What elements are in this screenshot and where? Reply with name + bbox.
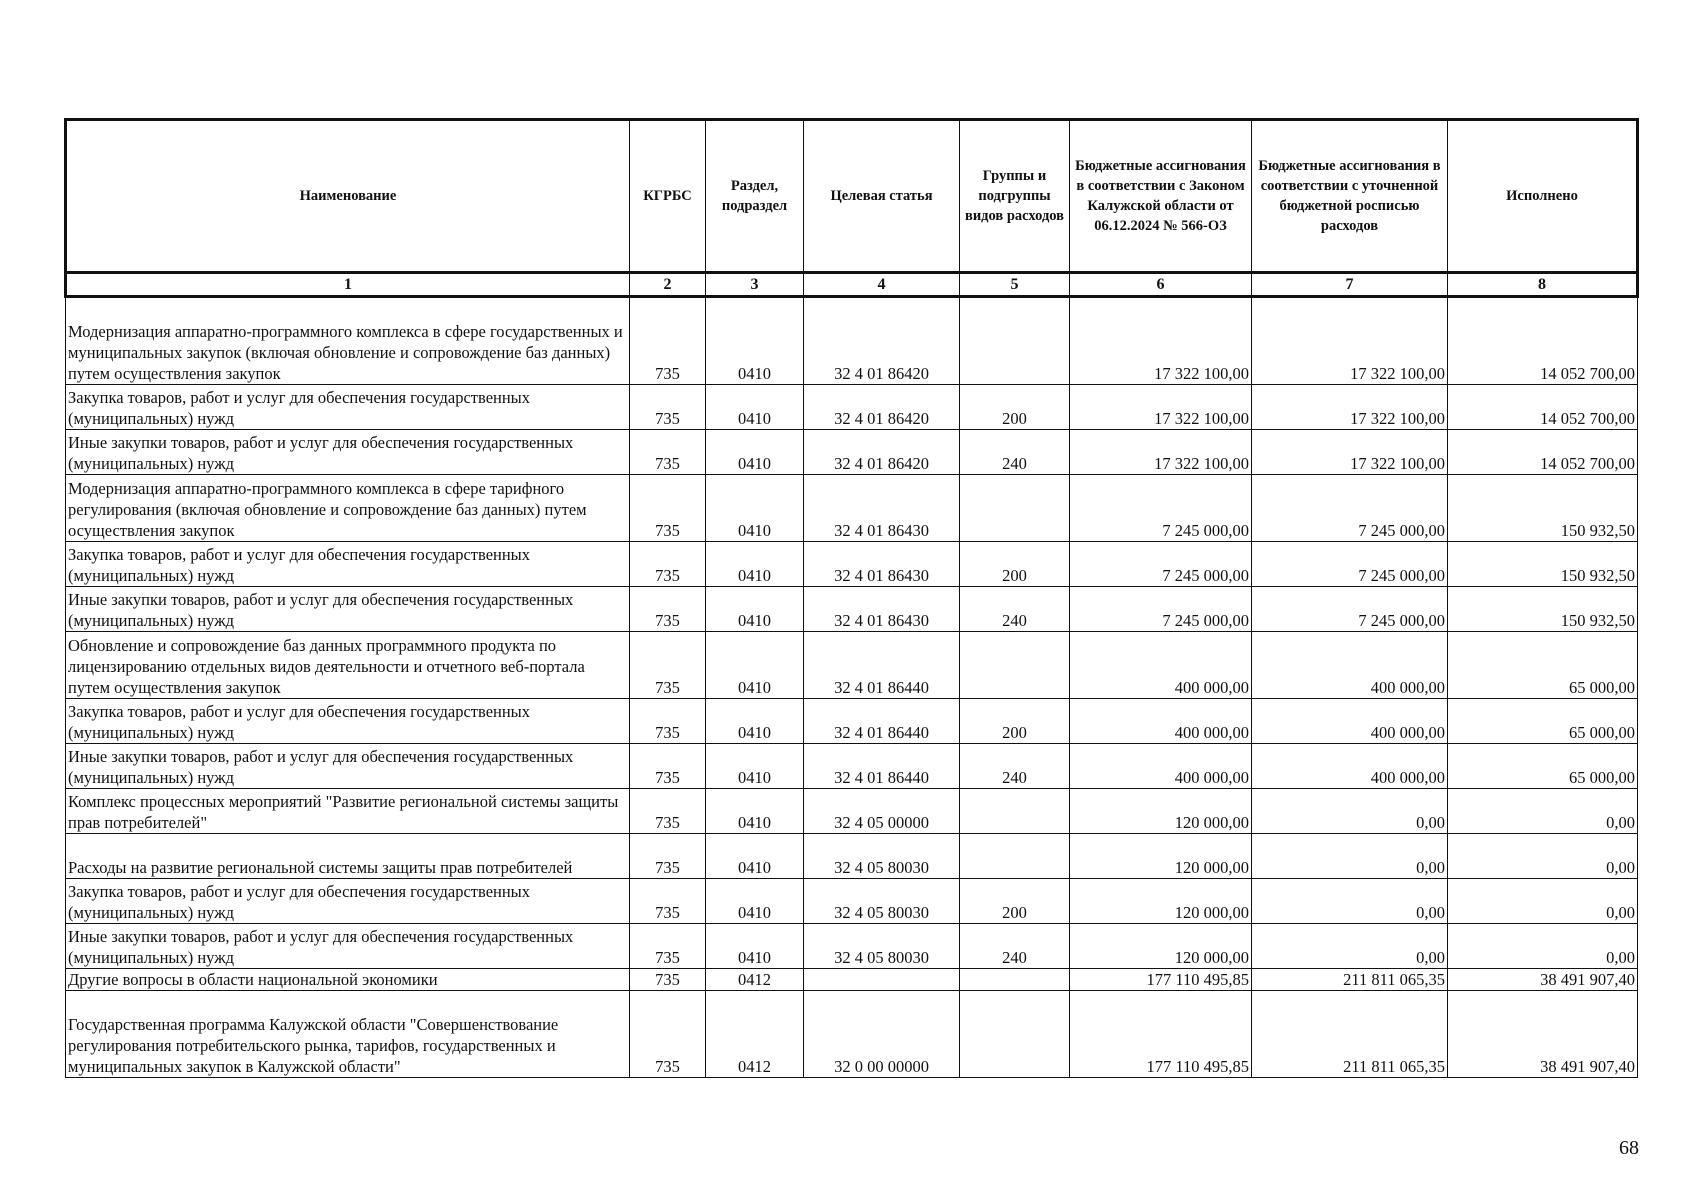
row-target: 32 4 05 80030 [804,834,960,879]
row-section: 0410 [706,297,804,385]
row-law: 17 322 100,00 [1070,297,1252,385]
row-name: Иные закупки товаров, работ и услуг для обеспечения государственных (муниципальных) нужд [66,430,630,475]
row-section: 0412 [706,991,804,1078]
row-name: Иные закупки товаров, работ и услуг для обеспечения государственных (муниципальных) нужд [66,587,630,632]
row-name: Иные закупки товаров, работ и услуг для обеспечения государственных (муниципальных) нужд [66,924,630,969]
row-law: 17 322 100,00 [1070,385,1252,430]
row-refined: 400 000,00 [1252,632,1448,699]
row-executed: 38 491 907,40 [1448,969,1638,991]
row-name: Закупка товаров, работ и услуг для обеспечения государственных (муниципальных) нужд [66,385,630,430]
header-name: Наименование [66,120,630,273]
row-group: 240 [960,430,1070,475]
table-row [66,834,1638,879]
row-target: 32 4 05 80030 [804,924,960,969]
column-number: 6 [1070,273,1252,297]
row-refined: 7 245 000,00 [1252,587,1448,632]
row-group [960,991,1070,1078]
row-section: 0410 [706,587,804,632]
row-target: 32 4 01 86430 [804,587,960,632]
row-kgrbs: 735 [630,744,706,789]
row-kgrbs: 735 [630,542,706,587]
column-number: 4 [804,273,960,297]
row-executed: 0,00 [1448,924,1638,969]
row-section: 0410 [706,834,804,879]
row-law: 177 110 495,85 [1070,969,1252,991]
table-row [66,632,1638,699]
row-kgrbs: 735 [630,834,706,879]
row-law: 177 110 495,85 [1070,991,1252,1078]
header-section: Раздел, подраздел [706,120,804,273]
row-target: 32 4 01 86420 [804,297,960,385]
table-row [66,385,1638,430]
row-group: 200 [960,542,1070,587]
row-name: Обновление и сопровождение баз данных программного продукта по лицензированию отдельных видов деятельности и отчетного веб-портала путем осуществления закупок [66,632,630,699]
row-law: 7 245 000,00 [1070,542,1252,587]
row-executed: 38 491 907,40 [1448,991,1638,1078]
row-section: 0410 [706,924,804,969]
row-target: 32 4 01 86440 [804,744,960,789]
row-law: 400 000,00 [1070,744,1252,789]
row-refined: 400 000,00 [1252,744,1448,789]
row-target: 32 4 01 86420 [804,430,960,475]
row-group [960,969,1070,991]
row-law: 400 000,00 [1070,699,1252,744]
row-law: 7 245 000,00 [1070,475,1252,542]
table-row [66,879,1638,924]
table-row [66,744,1638,789]
column-number: 8 [1448,273,1638,297]
row-section: 0410 [706,789,804,834]
row-kgrbs: 735 [630,297,706,385]
column-number-row [66,273,1638,297]
row-executed: 0,00 [1448,879,1638,924]
row-group [960,632,1070,699]
row-refined: 0,00 [1252,879,1448,924]
row-name: Иные закупки товаров, работ и услуг для обеспечения государственных (муниципальных) нужд [66,744,630,789]
row-kgrbs: 735 [630,587,706,632]
header-law: Бюджетные ассигнования в соответствии с Законом Калужской области от 06.12.2024 № 566-ОЗ [1070,120,1252,273]
row-name: Закупка товаров, работ и услуг для обеспечения государственных (муниципальных) нужд [66,699,630,744]
row-name: Расходы на развитие региональной системы защиты прав потребителей [66,834,630,879]
row-executed: 65 000,00 [1448,744,1638,789]
row-kgrbs: 735 [630,924,706,969]
row-group [960,297,1070,385]
table-row [66,430,1638,475]
header-refined: Бюджетные ассигнования в соответствии с уточненной бюджетной росписью расходов [1252,120,1448,273]
row-group [960,475,1070,542]
table-row [66,924,1638,969]
row-law: 120 000,00 [1070,834,1252,879]
row-target: 32 4 01 86430 [804,475,960,542]
row-target: 32 4 05 00000 [804,789,960,834]
row-refined: 0,00 [1252,924,1448,969]
row-kgrbs: 735 [630,969,706,991]
row-group: 200 [960,385,1070,430]
header-row [66,120,1638,273]
row-refined: 0,00 [1252,789,1448,834]
row-refined: 7 245 000,00 [1252,475,1448,542]
column-number: 1 [66,273,630,297]
row-refined: 17 322 100,00 [1252,297,1448,385]
row-kgrbs: 735 [630,385,706,430]
row-executed: 0,00 [1448,834,1638,879]
column-number: 7 [1252,273,1448,297]
row-executed: 150 932,50 [1448,542,1638,587]
row-kgrbs: 735 [630,475,706,542]
table-row [66,699,1638,744]
row-name: Комплекс процессных мероприятий "Развитие региональной системы защиты прав потребителей" [66,789,630,834]
row-law: 17 322 100,00 [1070,430,1252,475]
row-law: 120 000,00 [1070,879,1252,924]
row-executed: 65 000,00 [1448,699,1638,744]
row-refined: 7 245 000,00 [1252,542,1448,587]
table-row [66,475,1638,542]
row-section: 0410 [706,430,804,475]
header-group: Группы и подгруппы видов расходов [960,120,1070,273]
row-target: 32 4 01 86430 [804,542,960,587]
table-row [66,297,1638,385]
table-row [66,969,1638,991]
row-refined: 400 000,00 [1252,699,1448,744]
row-law: 400 000,00 [1070,632,1252,699]
row-refined: 17 322 100,00 [1252,430,1448,475]
page-number: 68 [1619,1137,1639,1159]
row-kgrbs: 735 [630,699,706,744]
row-refined: 17 322 100,00 [1252,385,1448,430]
table-row [66,587,1638,632]
row-target: 32 4 05 80030 [804,879,960,924]
row-refined: 0,00 [1252,834,1448,879]
column-number: 3 [706,273,804,297]
row-group: 200 [960,699,1070,744]
row-kgrbs: 735 [630,632,706,699]
row-target: 32 4 01 86420 [804,385,960,430]
row-name: Государственная программа Калужской области "Совершенствование регулирования потребительского рынка, тарифов, государственных и муниципальных закупок в Калужской области" [66,991,630,1078]
row-target: 32 4 01 86440 [804,699,960,744]
row-name: Модернизация аппаратно-программного комплекса в сфере государственных и муниципальных закупок (включая обновление и сопровождение баз данных) путем осуществления закупок [66,297,630,385]
row-section: 0410 [706,699,804,744]
column-number: 2 [630,273,706,297]
row-section: 0410 [706,542,804,587]
row-group: 240 [960,744,1070,789]
row-section: 0410 [706,879,804,924]
row-executed: 14 052 700,00 [1448,385,1638,430]
row-name: Закупка товаров, работ и услуг для обеспечения государственных (муниципальных) нужд [66,542,630,587]
row-executed: 65 000,00 [1448,632,1638,699]
row-kgrbs: 735 [630,879,706,924]
row-refined: 211 811 065,35 [1252,969,1448,991]
header-target: Целевая статья [804,120,960,273]
row-executed: 150 932,50 [1448,587,1638,632]
row-name: Закупка товаров, работ и услуг для обеспечения государственных (муниципальных) нужд [66,879,630,924]
budget-table [64,118,1639,1078]
header-executed: Исполнено [1448,120,1638,273]
row-executed: 14 052 700,00 [1448,430,1638,475]
row-kgrbs: 735 [630,991,706,1078]
table-row [66,991,1638,1078]
row-section: 0410 [706,744,804,789]
table-row [66,789,1638,834]
column-number: 5 [960,273,1070,297]
row-kgrbs: 735 [630,430,706,475]
row-executed: 150 932,50 [1448,475,1638,542]
row-target [804,969,960,991]
row-section: 0410 [706,385,804,430]
row-law: 120 000,00 [1070,924,1252,969]
row-group: 240 [960,924,1070,969]
row-group: 240 [960,587,1070,632]
row-section: 0412 [706,969,804,991]
row-refined: 211 811 065,35 [1252,991,1448,1078]
row-law: 7 245 000,00 [1070,587,1252,632]
row-law: 120 000,00 [1070,789,1252,834]
table-row [66,542,1638,587]
row-section: 0410 [706,632,804,699]
row-group: 200 [960,879,1070,924]
row-executed: 0,00 [1448,789,1638,834]
header-kgrbs: КГРБС [630,120,706,273]
row-name: Другие вопросы в области национальной экономики [66,969,630,991]
row-target: 32 0 00 00000 [804,991,960,1078]
row-executed: 14 052 700,00 [1448,297,1638,385]
row-name: Модернизация аппаратно-программного комплекса в сфере тарифного регулирования (включая обновление и сопровождение баз данных) путем осуществления закупок [66,475,630,542]
row-group [960,834,1070,879]
row-kgrbs: 735 [630,789,706,834]
row-target: 32 4 01 86440 [804,632,960,699]
row-section: 0410 [706,475,804,542]
row-group [960,789,1070,834]
